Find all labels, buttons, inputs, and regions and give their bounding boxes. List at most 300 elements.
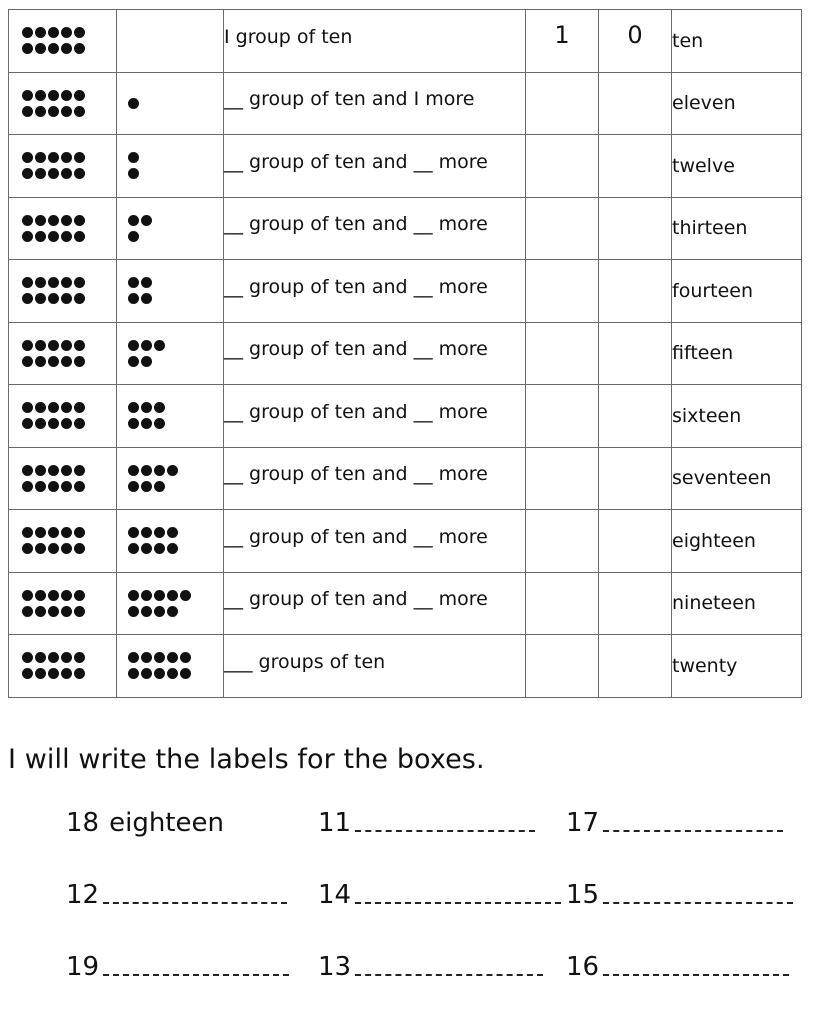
dot-row — [22, 465, 116, 476]
counting-dot — [35, 418, 46, 429]
counting-dot — [35, 293, 46, 304]
counting-dot — [74, 543, 85, 554]
counting-dot — [61, 543, 72, 554]
counting-dot — [35, 465, 46, 476]
counting-dot — [48, 215, 59, 226]
counting-dot — [74, 418, 85, 429]
number-word-cell — [672, 10, 802, 73]
dot-row — [22, 481, 116, 492]
counting-dot — [35, 356, 46, 367]
ones-digit-box[interactable] — [599, 635, 672, 698]
counting-dot — [61, 668, 72, 679]
label-practice-area — [66, 808, 806, 1008]
group-phrase: __ group of ten and __ more — [224, 588, 488, 611]
ones-dot-group — [117, 652, 223, 679]
counting-dot — [35, 590, 46, 601]
group-phrase-cell — [224, 322, 526, 385]
tens-dot-group — [9, 527, 116, 554]
table-row — [9, 135, 802, 198]
counting-dot — [128, 277, 139, 288]
counting-dot — [154, 590, 165, 601]
label-item[interactable] — [318, 880, 561, 910]
counting-dot — [48, 652, 59, 663]
ten-frame-cell — [9, 385, 117, 448]
counting-dot — [167, 590, 178, 601]
label-number: 15 — [566, 880, 600, 910]
number-word-cell — [672, 447, 802, 510]
counting-dot — [61, 90, 72, 101]
counting-dot — [61, 465, 72, 476]
tens-dot-group — [9, 152, 116, 179]
answer-blank-line[interactable] — [603, 830, 783, 832]
counting-dot — [61, 481, 72, 492]
extra-ones-cell — [117, 197, 224, 260]
counting-dot — [22, 340, 33, 351]
counting-dot — [167, 465, 178, 476]
table-row — [9, 10, 802, 73]
counting-dot — [141, 668, 152, 679]
counting-dot — [48, 277, 59, 288]
counting-dot — [61, 106, 72, 117]
number-word: twenty — [672, 654, 738, 677]
counting-dot — [141, 277, 152, 288]
dot-row — [22, 27, 116, 38]
number-word-cell — [672, 322, 802, 385]
tens-digit-box[interactable] — [526, 135, 599, 198]
tens-digit: 1 — [554, 20, 570, 49]
counting-dot — [22, 168, 33, 179]
dot-row — [128, 481, 223, 492]
counting-dot — [22, 652, 33, 663]
label-number: 17 — [566, 808, 600, 838]
answer-blank-line[interactable] — [103, 902, 287, 904]
counting-dot — [141, 340, 152, 351]
counting-dot — [141, 481, 152, 492]
label-item[interactable] — [566, 952, 789, 982]
counting-dot — [35, 652, 46, 663]
number-word-cell — [672, 135, 802, 198]
counting-dot — [35, 231, 46, 242]
counting-dot — [128, 527, 139, 538]
tens-dot-group — [9, 90, 116, 117]
counting-dot — [61, 43, 72, 54]
counting-dot — [128, 231, 139, 242]
instruction-text: I will write the labels for the boxes. — [8, 744, 485, 775]
dot-row — [22, 90, 116, 101]
counting-dot — [48, 402, 59, 413]
label-item[interactable] — [566, 808, 783, 838]
extra-ones-cell — [117, 635, 224, 698]
counting-dot — [35, 543, 46, 554]
group-phrase-cell — [224, 72, 526, 135]
counting-dot — [35, 340, 46, 351]
answer-blank-line[interactable] — [355, 902, 561, 904]
extra-ones-cell — [117, 510, 224, 573]
dot-row — [128, 418, 223, 429]
counting-dot — [48, 465, 59, 476]
counting-dot — [48, 231, 59, 242]
counting-dot — [141, 402, 152, 413]
dot-row — [128, 465, 223, 476]
group-phrase: __ group of ten and __ more — [224, 463, 488, 486]
counting-dot — [154, 652, 165, 663]
counting-dot — [154, 527, 165, 538]
counting-dot — [128, 168, 139, 179]
table-row — [9, 572, 802, 635]
table-body — [9, 10, 802, 698]
ones-digit-box[interactable] — [599, 510, 672, 573]
counting-dot — [74, 481, 85, 492]
counting-dot — [74, 340, 85, 351]
counting-dot — [22, 231, 33, 242]
counting-dot — [167, 668, 178, 679]
ten-frame-cell — [9, 197, 117, 260]
tens-dot-group — [9, 215, 116, 242]
extra-ones-cell — [117, 135, 224, 198]
counting-dot — [48, 527, 59, 538]
counting-dot — [167, 652, 178, 663]
table-row — [9, 322, 802, 385]
ones-digit-box[interactable] — [599, 135, 672, 198]
group-phrase: I group of ten — [224, 25, 353, 48]
counting-dot — [167, 543, 178, 554]
dot-row — [22, 168, 116, 179]
counting-dot — [35, 27, 46, 38]
tens-digit-box[interactable] — [526, 447, 599, 510]
counting-dot — [128, 418, 139, 429]
counting-dot — [141, 418, 152, 429]
tens-dot-group — [9, 340, 116, 367]
teen-numbers-table — [8, 9, 802, 698]
counting-dot — [141, 215, 152, 226]
label-item[interactable] — [566, 880, 793, 910]
tens-digit-box[interactable] — [526, 72, 599, 135]
counting-dot — [154, 402, 165, 413]
counting-dot — [48, 43, 59, 54]
group-phrase-cell — [224, 572, 526, 635]
tens-digit-box[interactable] — [526, 322, 599, 385]
counting-dot — [22, 277, 33, 288]
tens-digit-box[interactable] — [526, 197, 599, 260]
counting-dot — [61, 152, 72, 163]
counting-dot — [61, 356, 72, 367]
counting-dot — [35, 527, 46, 538]
group-phrase: __ group of ten and __ more — [224, 275, 488, 298]
counting-dot — [128, 652, 139, 663]
counting-dot — [154, 606, 165, 617]
answer-blank-line[interactable] — [103, 974, 289, 976]
number-word-cell — [672, 385, 802, 448]
number-word-cell — [672, 72, 802, 135]
dot-row — [22, 668, 116, 679]
ten-frame-cell — [9, 510, 117, 573]
counting-dot — [61, 293, 72, 304]
counting-dot — [74, 215, 85, 226]
label-number: 13 — [318, 952, 352, 982]
counting-dot — [141, 293, 152, 304]
label-number: 12 — [66, 880, 100, 910]
number-word: ten — [672, 29, 704, 52]
answer-blank-line[interactable] — [603, 902, 793, 904]
table-row — [9, 385, 802, 448]
tens-digit-box[interactable] — [526, 510, 599, 573]
tens-dot-group — [9, 27, 116, 54]
counting-dot — [35, 481, 46, 492]
label-number: 18 — [66, 808, 100, 838]
counting-dot — [74, 465, 85, 476]
group-phrase-cell — [224, 197, 526, 260]
ten-frame-cell — [9, 635, 117, 698]
label-item — [66, 808, 224, 838]
ones-dot-group — [117, 527, 223, 554]
label-item[interactable] — [318, 808, 535, 838]
counting-dot — [35, 90, 46, 101]
counting-dot — [22, 356, 33, 367]
tens-digit-box[interactable] — [526, 10, 599, 73]
counting-dot — [128, 293, 139, 304]
ones-digit-box[interactable] — [599, 72, 672, 135]
counting-dot — [128, 590, 139, 601]
dot-row — [22, 606, 116, 617]
ones-digit-box[interactable] — [599, 197, 672, 260]
dot-row — [128, 590, 223, 601]
counting-dot — [154, 465, 165, 476]
counting-dot — [48, 152, 59, 163]
counting-dot — [128, 481, 139, 492]
number-word: eighteen — [672, 529, 756, 552]
ten-frame-cell — [9, 572, 117, 635]
counting-dot — [35, 277, 46, 288]
counting-dot — [48, 543, 59, 554]
dot-row — [22, 277, 116, 288]
tens-dot-group — [9, 465, 116, 492]
label-number: 16 — [566, 952, 600, 982]
tens-dot-group — [9, 402, 116, 429]
counting-dot — [48, 590, 59, 601]
group-phrase: __ group of ten and __ more — [224, 213, 488, 236]
dot-row — [22, 340, 116, 351]
counting-dot — [48, 168, 59, 179]
group-phrase-cell — [224, 135, 526, 198]
counting-dot — [22, 481, 33, 492]
counting-dot — [74, 356, 85, 367]
tens-dot-group — [9, 652, 116, 679]
ones-dot-group — [117, 590, 223, 617]
dot-row — [22, 231, 116, 242]
counting-dot — [22, 606, 33, 617]
tens-digit-box[interactable] — [526, 635, 599, 698]
ones-dot-group — [117, 402, 223, 429]
counting-dot — [128, 543, 139, 554]
dot-row — [22, 527, 116, 538]
ones-dot-group — [117, 152, 223, 179]
counting-dot — [22, 668, 33, 679]
label-item[interactable] — [66, 952, 289, 982]
counting-dot — [61, 168, 72, 179]
dot-row — [128, 606, 223, 617]
dot-row — [128, 402, 223, 413]
counting-dot — [154, 481, 165, 492]
counting-dot — [22, 293, 33, 304]
counting-dot — [167, 606, 178, 617]
counting-dot — [35, 402, 46, 413]
counting-dot — [61, 215, 72, 226]
counting-dot — [22, 90, 33, 101]
counting-dot — [48, 90, 59, 101]
group-phrase-cell — [224, 10, 526, 73]
counting-dot — [167, 527, 178, 538]
table-row — [9, 260, 802, 323]
dot-row — [128, 152, 223, 163]
counting-dot — [61, 277, 72, 288]
counting-dot — [48, 340, 59, 351]
number-word-cell — [672, 197, 802, 260]
counting-dot — [74, 668, 85, 679]
number-word-cell — [672, 510, 802, 573]
group-phrase: __ group of ten and __ more — [224, 525, 488, 548]
ones-digit-box[interactable] — [599, 447, 672, 510]
dot-row — [22, 43, 116, 54]
dot-row — [22, 590, 116, 601]
dot-row — [22, 293, 116, 304]
dot-row — [22, 652, 116, 663]
counting-dot — [22, 215, 33, 226]
tens-digit-box[interactable] — [526, 385, 599, 448]
ones-digit: 0 — [627, 20, 643, 49]
tens-digit-box[interactable] — [526, 572, 599, 635]
ones-dot-group — [117, 98, 223, 109]
tens-digit-box[interactable] — [526, 260, 599, 323]
counting-dot — [74, 293, 85, 304]
counting-dot — [48, 356, 59, 367]
counting-dot — [61, 418, 72, 429]
counting-dot — [128, 152, 139, 163]
group-phrase: __ group of ten and __ more — [224, 338, 488, 361]
answer-blank-line[interactable] — [355, 830, 535, 832]
counting-dot — [128, 465, 139, 476]
number-word: twelve — [672, 154, 735, 177]
counting-dot — [128, 340, 139, 351]
counting-dot — [180, 590, 191, 601]
number-word: fourteen — [672, 279, 754, 302]
counting-dot — [74, 277, 85, 288]
counting-dot — [74, 606, 85, 617]
label-answer: eighteen — [109, 808, 224, 838]
group-phrase-cell — [224, 510, 526, 573]
label-number: 11 — [318, 808, 352, 838]
ones-dot-group — [117, 340, 223, 367]
counting-dot — [61, 606, 72, 617]
number-word: eleven — [672, 92, 736, 115]
dot-row — [128, 340, 223, 351]
group-phrase-cell — [224, 447, 526, 510]
counting-dot — [48, 668, 59, 679]
group-phrase-cell — [224, 260, 526, 323]
dot-row — [128, 293, 223, 304]
counting-dot — [35, 668, 46, 679]
counting-dot — [22, 402, 33, 413]
counting-dot — [22, 152, 33, 163]
counting-dot — [22, 543, 33, 554]
counting-dot — [61, 231, 72, 242]
ten-frame-cell — [9, 260, 117, 323]
answer-blank-line[interactable] — [603, 974, 789, 976]
ones-digit-box[interactable] — [599, 385, 672, 448]
ten-frame-cell — [9, 72, 117, 135]
counting-dot — [154, 340, 165, 351]
counting-dot — [74, 106, 85, 117]
tens-dot-group — [9, 277, 116, 304]
label-item[interactable] — [318, 952, 543, 982]
counting-dot — [180, 652, 191, 663]
counting-dot — [154, 668, 165, 679]
table-row — [9, 447, 802, 510]
table-row — [9, 197, 802, 260]
number-word-cell — [672, 635, 802, 698]
counting-dot — [48, 293, 59, 304]
counting-dot — [22, 527, 33, 538]
dot-row — [128, 277, 223, 288]
counting-dot — [35, 215, 46, 226]
counting-dot — [22, 590, 33, 601]
counting-dot — [74, 152, 85, 163]
group-phrase: __ group of ten and __ more — [224, 150, 488, 173]
tens-dot-group — [9, 590, 116, 617]
counting-dot — [35, 152, 46, 163]
table-row — [9, 510, 802, 573]
ones-digit-box[interactable] — [599, 572, 672, 635]
answer-blank-line[interactable] — [355, 974, 543, 976]
group-phrase: __ group of ten and __ more — [224, 400, 488, 423]
label-item[interactable] — [66, 880, 287, 910]
counting-dot — [141, 465, 152, 476]
number-word: seventeen — [672, 467, 772, 490]
counting-dot — [154, 543, 165, 554]
counting-dot — [22, 43, 33, 54]
ones-digit-box[interactable] — [599, 10, 672, 73]
dot-row — [22, 356, 116, 367]
dot-row — [128, 215, 223, 226]
label-number: 14 — [318, 880, 352, 910]
dot-row — [128, 356, 223, 367]
counting-dot — [141, 543, 152, 554]
label-number: 19 — [66, 952, 100, 982]
counting-dot — [128, 668, 139, 679]
dot-row — [128, 231, 223, 242]
counting-dot — [48, 27, 59, 38]
extra-ones-cell — [117, 385, 224, 448]
counting-dot — [61, 590, 72, 601]
counting-dot — [48, 481, 59, 492]
ones-digit-box[interactable] — [599, 322, 672, 385]
dot-row — [22, 402, 116, 413]
counting-dot — [128, 402, 139, 413]
dot-row — [128, 652, 223, 663]
counting-dot — [128, 215, 139, 226]
dot-row — [22, 152, 116, 163]
counting-dot — [128, 356, 139, 367]
ones-dot-group — [117, 277, 223, 304]
extra-ones-cell — [117, 322, 224, 385]
counting-dot — [74, 27, 85, 38]
counting-dot — [61, 527, 72, 538]
table-row — [9, 635, 802, 698]
ones-digit-box[interactable] — [599, 260, 672, 323]
extra-ones-cell — [117, 72, 224, 135]
counting-dot — [141, 606, 152, 617]
counting-dot — [141, 527, 152, 538]
counting-dot — [128, 606, 139, 617]
